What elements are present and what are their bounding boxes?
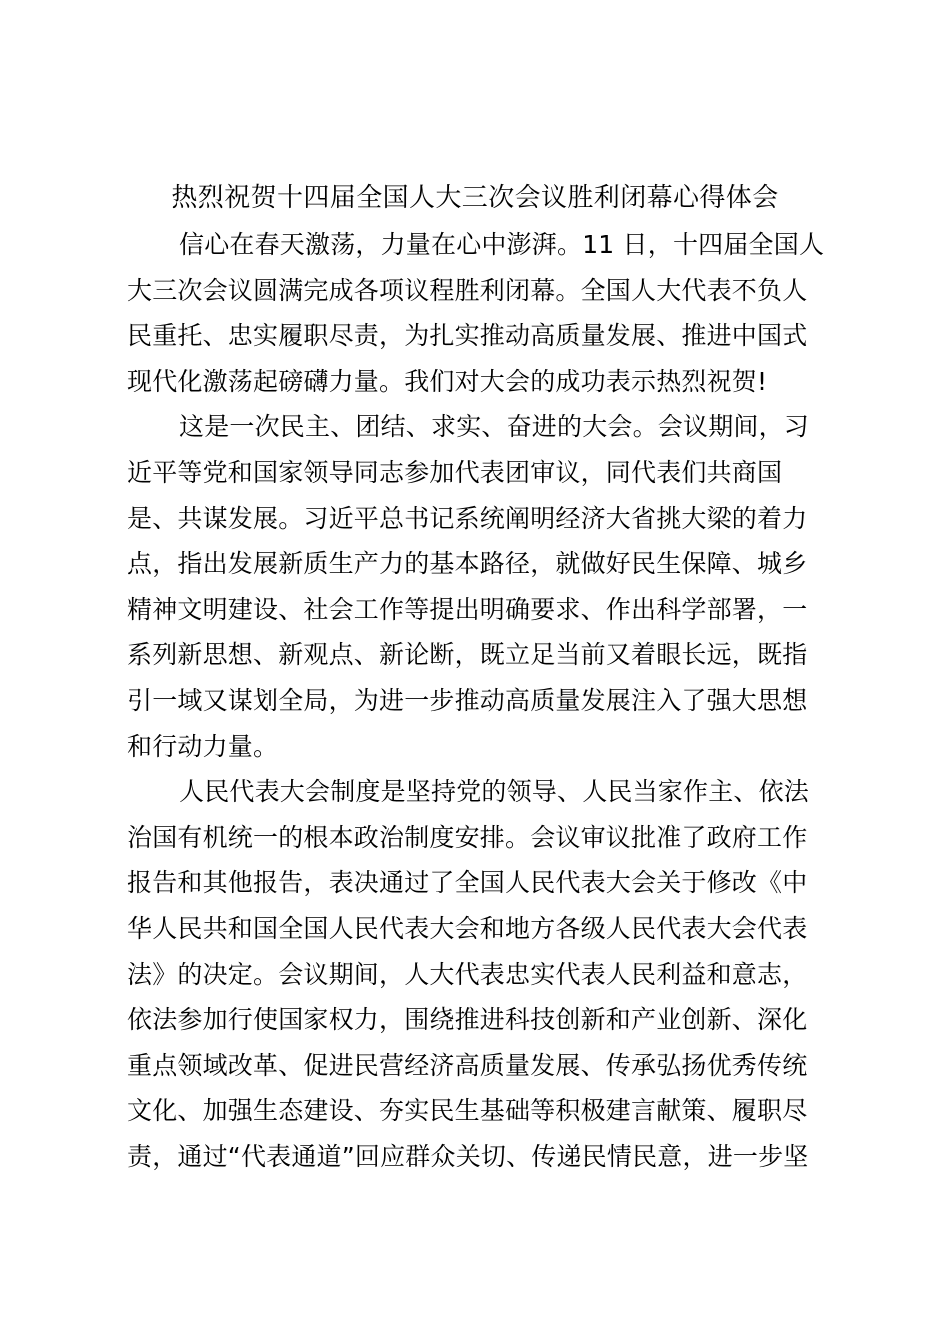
text-line: 和行动力量。 (127, 731, 279, 761)
text-line: 治国有机统一的根本政治制度安排。会议审议批准了政府工作 (127, 822, 808, 852)
text-line: 重点领域改革、促进民营经济高质量发展、传承弘扬优秀传统 (127, 1050, 808, 1080)
text-line: 华人民共和国全国人民代表大会和地方各级人民代表大会代表 (127, 913, 808, 943)
paragraph-1 (127, 222, 823, 404)
text-line: 法》的决定。会议期间，人大代表忠实代表人民利益和意志， (127, 959, 808, 989)
text-line: 近平等党和国家领导同志参加代表团审议，同代表们共商国 (127, 457, 783, 487)
paragraph-2 (127, 404, 823, 769)
text-line: 人民代表大会制度是坚持党的领导、人民当家作主、依法 (179, 777, 810, 807)
text-line: 引一域又谋划全局，为进一步推动高质量发展注入了强大思想 (127, 685, 808, 715)
document-body (127, 222, 823, 1179)
text-line: 民重托、忠实履职尽责，为扎实推动高质量发展、推进中国式 (127, 321, 808, 351)
text-line: 现代化激荡起磅礴力量。我们对大会的成功表示热烈祝贺! (127, 366, 768, 396)
text-line: 点，指出发展新质生产力的基本路径，就做好民生保障、城乡 (127, 549, 808, 579)
text-line: 依法参加行使国家权力，围绕推进科技创新和产业创新、深化 (127, 1005, 808, 1035)
text-line: 责，通过“代表通道”回应群众关切、传递民情民意，进一步坚 (127, 1141, 809, 1171)
text-line: 这是一次民主、团结、求实、奋进的大会。会议期间，习 (179, 412, 810, 442)
text-line: 信心在春天激荡，力量在心中澎湃。11 日，十四届全国人 (179, 230, 825, 259)
text-line: 精神文明建设、社会工作等提出明确要求、作出科学部署，一 (127, 594, 808, 624)
text-line: 是、共谋发展。习近平总书记系统阐明经济大省挑大梁的着力 (127, 503, 808, 533)
text-line: 系列新思想、新观点、新论断，既立足当前又着眼长远，既指 (127, 640, 808, 670)
text-line: 大三次会议圆满完成各项议程胜利闭幕。全国人大代表不负人 (127, 275, 808, 305)
text-line: 报告和其他报告，表决通过了全国人民代表大会关于修改《中 (127, 868, 808, 898)
document-title: 热烈祝贺十四届全国人大三次会议胜利闭幕心得体会 (171, 183, 779, 213)
paragraph-3 (127, 769, 823, 1179)
text-line: 文化、加强生态建设、夯实民生基础等积极建言献策、履职尽 (127, 1096, 808, 1126)
